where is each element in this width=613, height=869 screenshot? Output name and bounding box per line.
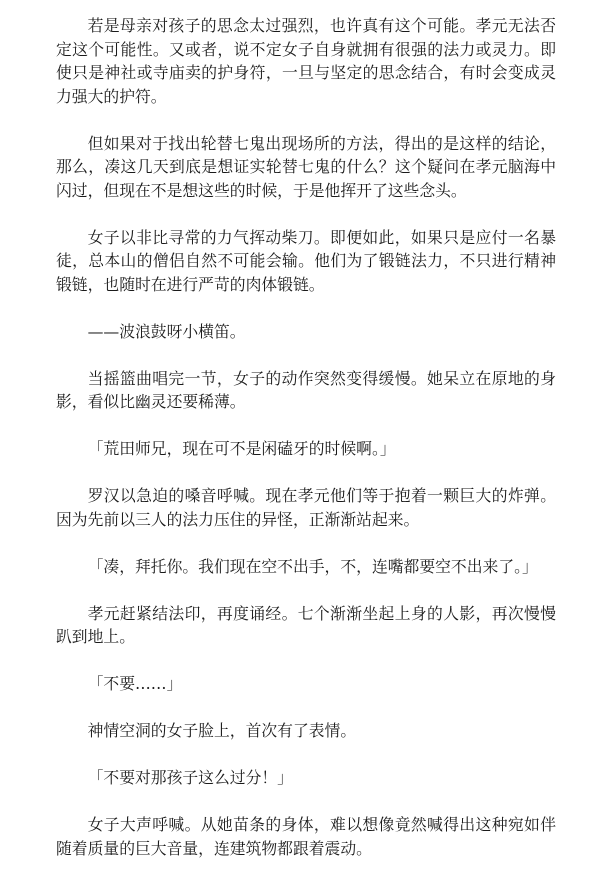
paragraph: 女子大声呼喊。从她苗条的身体，难以想像竟然喊得出这种宛如伴随着质量的巨大音量，连建筑物都跟着震动。 xyxy=(56,815,556,858)
dialogue-paragraph: 「不要对那孩子这么过分！」 xyxy=(87,768,293,787)
paragraph: ——波浪鼓呀小横笛。 xyxy=(87,321,246,341)
body-text xyxy=(56,14,556,860)
paragraph: 罗汉以急迫的嗓音呼喊。现在孝元他们等于抱着一颗巨大的炸弹。因为先前以三人的法力压住的异怪，正渐渐站起来。 xyxy=(56,486,556,529)
paragraph: 若是母亲对孩子的思念太过强烈，也许真有这个可能。孝元无法否定这个可能性。又或者，说不定女子自身就拥有很强的法力或灵力。即使只是神社或寺庙卖的护身符，一旦与坚定的思念结合，有时会变成灵力强大的护符。 xyxy=(56,16,556,106)
paragraph: 女子以非比寻常的力气挥动柴刀。即便如此，如果只是应付一名暴徒，总本山的僧侣自然不可能会输。他们为了锻链法力，不只进行精神锻链，也随时在进行严苛的肉体锻链。 xyxy=(56,227,556,294)
paragraph: 神情空洞的女子脸上，首次有了表情。 xyxy=(87,721,357,740)
dialogue-paragraph: 「不要……」 xyxy=(87,674,183,693)
dialogue-paragraph: 「荒田师兄，现在可不是闲磕牙的时候啊。」 xyxy=(87,439,396,458)
paragraph: 当摇篮曲唱完一节，女子的动作突然变得缓慢。她呆立在原地的身影，看似比幽灵还要稀薄。 xyxy=(56,368,556,411)
paragraph: 但如果对于找出轮替七鬼出现场所的方法，得出的是这样的结论，那么，凑这几天到底是想证实轮替七鬼的什么？这个疑问在孝元脑海中闪过，但现在不是想这些的时候，于是他挥开了这些念头。 xyxy=(56,133,556,200)
paragraph: 孝元赶紧结法印，再度诵经。七个渐渐坐起上身的人影，再次慢慢趴到地上。 xyxy=(56,603,556,646)
dialogue-paragraph: 「凑，拜托你。我们现在空不出手，不，连嘴都要空不出来了。」 xyxy=(87,556,538,576)
